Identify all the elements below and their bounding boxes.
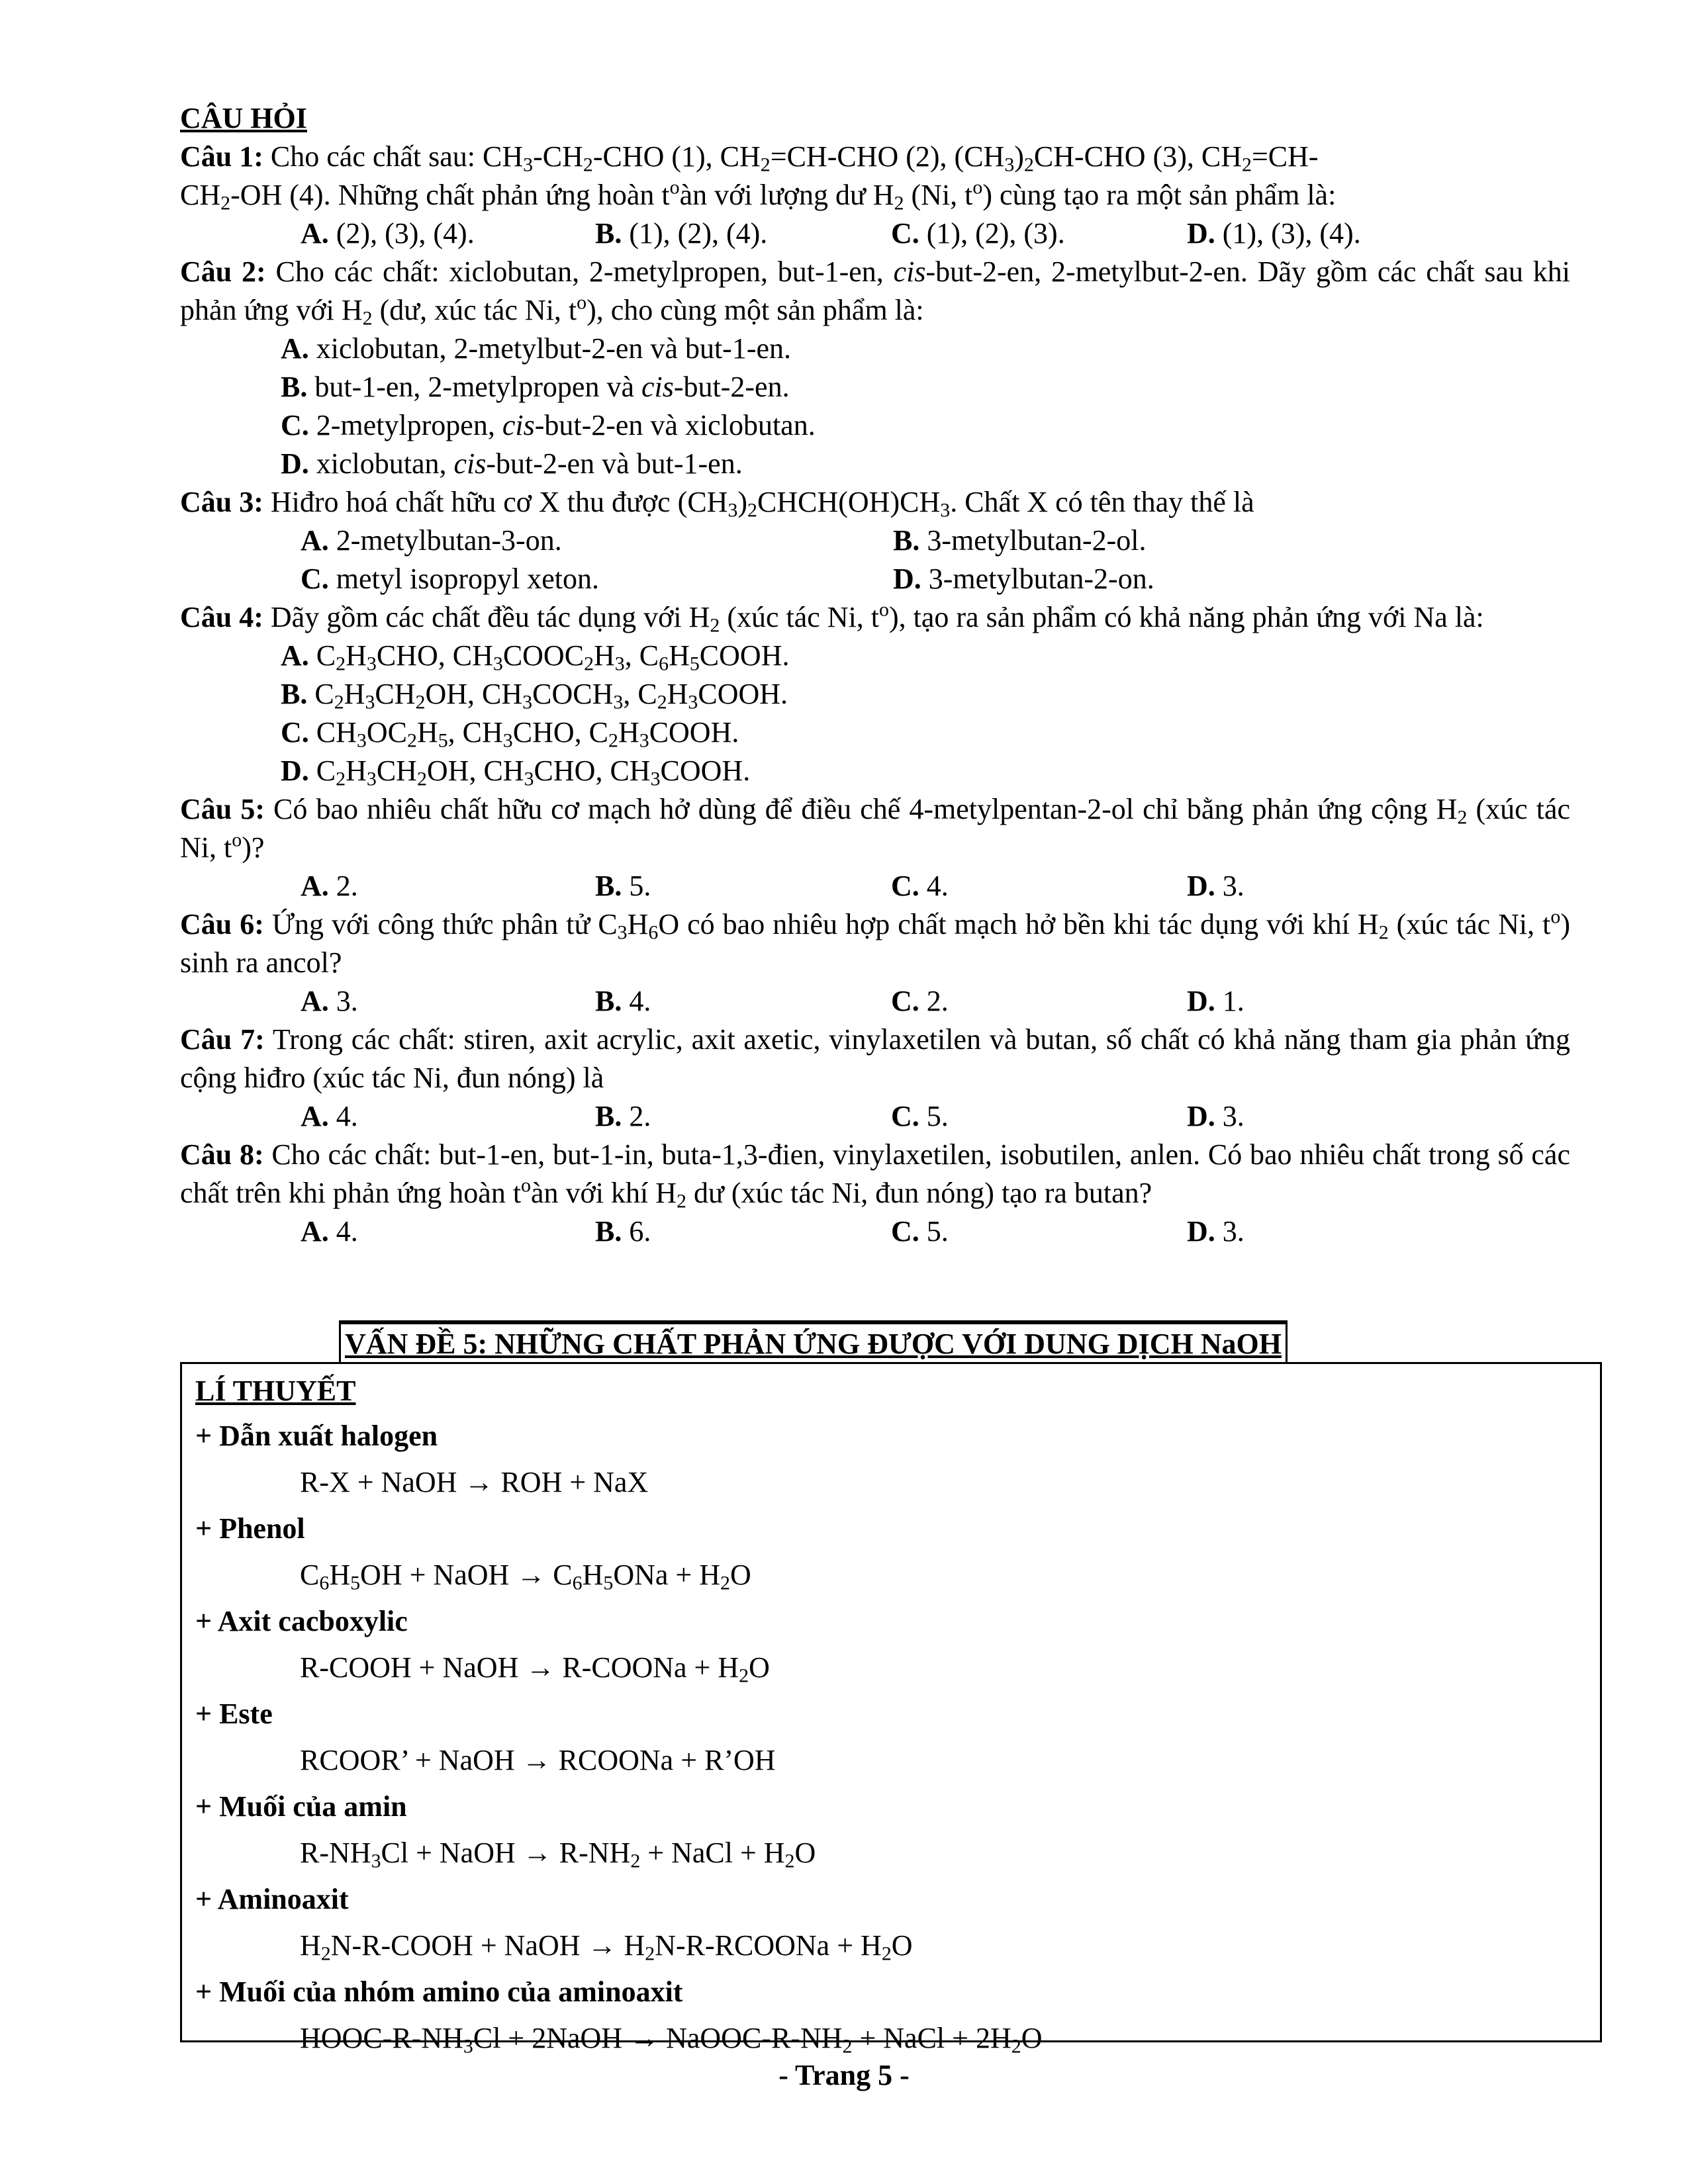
question-text: Cho các chất: xiclobutan, 2-metylpropen, but-1-en, cis-but-2-en, 2-metylbut-2-en. Dãy gồm các chất sau khi phản ứng với $H_2$ (dư, xúc tác Ni, $t^o$), cho cùng một sản phẩm là: bbox=[180, 255, 1570, 330]
theory-equation: HOOC-$R-NH_3Cl$ + 2NaOH → NaOOC-$R-NH_2$ + NaCl + $2H_2O$ bbox=[300, 2022, 1043, 2058]
option-b: B. 6. bbox=[595, 1215, 651, 1248]
option-b: B. $C_2H_3CH_2OH$, $CH_3COCH_3$, $C_2H_3COOH$. bbox=[281, 678, 788, 713]
theory-category: + Muối của amin bbox=[195, 1790, 407, 1823]
question-text: Cho các chất: but-1-en, but-1-in, buta-1,3-đien, vinylaxetilen, isobutilen, anlen. Có bao nhiêu chất trong số các chất trên khi phản ứng hoàn $t^oàn$ với khí $H_2$ dư (xúc tác Ni, đun nóng) tạo ra butan? bbox=[180, 1138, 1570, 1212]
question-1 bbox=[180, 138, 1570, 253]
theory-category: + Aminoaxit bbox=[195, 1883, 349, 1915]
section-title: VẤN ĐỀ 5: NHỮNG CHẤT PHẢN ỨNG ĐƯỢC VỚI DUNG DỊCH NaOH bbox=[339, 1322, 1288, 1363]
option-d: D. 3. bbox=[1187, 1215, 1244, 1248]
question-text: Trong các chất: stiren, axit acrylic, axit axetic, vinylaxetilen và butan, số chất có khả năng tham gia phản ứng cộng hiđro (xúc tác Ni, đun nóng) là bbox=[180, 1023, 1570, 1094]
option-d: D. 3-metylbutan-2-on. bbox=[893, 563, 1154, 595]
option-d: D. 1. bbox=[1187, 985, 1244, 1017]
option-c: C. metyl isopropyl xeton. bbox=[301, 563, 599, 595]
theory-box bbox=[180, 1362, 1602, 2058]
theory-category: + Muối của nhóm amino của aminoaxit bbox=[195, 1976, 683, 2008]
question-2 bbox=[180, 253, 1570, 483]
option-d: D. 3. bbox=[1187, 870, 1244, 902]
options bbox=[180, 1212, 1570, 1251]
option-c: C. 2. bbox=[891, 985, 949, 1017]
option-b: B. 4. bbox=[595, 985, 651, 1017]
question-label: Câu 7: bbox=[180, 1023, 265, 1056]
option-a: A. xiclobutan, 2-metylbut-2-en và but-1-en. bbox=[281, 332, 792, 365]
option-c: C. 2-metylpropen, cis-but-2-en và xiclobutan. bbox=[281, 409, 816, 441]
option-a: A. 2-metylbutan-3-on. bbox=[301, 524, 562, 557]
option-d: D. 3. bbox=[1187, 1100, 1244, 1132]
question-text: Ứng với công thức phân tử $C_3H_6O$ có bao nhiêu hợp chất mạch hở bền khi tác dụng với khí $H_2$ (xúc tác Ni, $t^o$) sinh ra ancol? bbox=[180, 905, 1570, 979]
option-b: B. (1), (2), (4). bbox=[595, 217, 768, 250]
question-label: Câu 6: bbox=[180, 908, 264, 940]
questions-section bbox=[180, 99, 1570, 1251]
theory-category: + Este bbox=[195, 1698, 273, 1730]
theory-equation: $C_6H_5OH$ + NaOH → $C_6H_5ONa + H_2O$ bbox=[300, 1559, 751, 1594]
option-b: B. 5. bbox=[595, 870, 651, 902]
page-footer: - Trang 5 - bbox=[778, 2059, 910, 2091]
question-label: Câu 8: bbox=[180, 1138, 264, 1171]
theory-equation: RCOOR’ + NaOH → RCOONa + R’OH bbox=[300, 1744, 776, 1776]
question-text: $CH_2-OH$ (4). Những chất phản ứng hoàn $t^oàn$ với lượng dư $H_2$ (Ni, $t^o$) cùng tạo ra một sản phẩm là: bbox=[180, 176, 1336, 214]
option-a: A. 2. bbox=[301, 870, 358, 902]
theory-equation: $H_2N-R$-COOH + NaOH → $H_2N-R$-RCOONa + $H_2O$ bbox=[300, 1929, 913, 1965]
theory-category: + Axit cacboxylic bbox=[195, 1605, 408, 1637]
option-a: A. (2), (3), (4). bbox=[301, 217, 475, 250]
options bbox=[180, 214, 1570, 253]
options bbox=[180, 982, 1570, 1021]
question-label: Câu 4: bbox=[180, 601, 263, 633]
option-d: D. (1), (3), (4). bbox=[1187, 217, 1361, 250]
option-a: A. 4. bbox=[301, 1215, 358, 1248]
question-6 bbox=[180, 905, 1570, 1021]
options bbox=[180, 522, 1570, 598]
question-text: Cho các chất sau: $CH_3-CH_2$-CHO (1), $CH_2=CH$-CHO (2), $(CH_3)_2CH$-CHO (3), $CH_2=CH-$ bbox=[263, 140, 1319, 176]
theory-equation: R-X + NaOH → ROH + NaX bbox=[300, 1466, 649, 1498]
option-b: B. 2. bbox=[595, 1100, 651, 1132]
theory-category: + Dẫn xuất halogen bbox=[195, 1420, 438, 1452]
question-text: Dãy gồm các chất đều tác dụng với $H_2$ (xúc tác Ni, $t^o$), tạo ra sản phẩm có khả năng phản ứng với Na là: bbox=[263, 598, 1484, 637]
option-c: C. (1), (2), (3). bbox=[891, 217, 1065, 250]
option-c: C. 4. bbox=[891, 870, 949, 902]
option-a: A. $C_2H_3CHO$, $CH_3COOC_2H_3$, $C_6H_5COOH$. bbox=[281, 639, 790, 675]
question-4 bbox=[180, 598, 1570, 790]
question-label: Câu 5: bbox=[180, 793, 265, 825]
option-b: B. 3-metylbutan-2-ol. bbox=[893, 524, 1147, 557]
section-title-wrap bbox=[339, 1322, 1431, 1363]
question-text: Hiđro hoá chất hữu cơ X thu được $(CH_3)_2CHCH(OH)CH_3$. Chất X có tên thay thế là bbox=[263, 486, 1254, 522]
theory-equation: R-COOH + NaOH → R-COONa + $H_2O$ bbox=[300, 1651, 770, 1687]
option-d: D. $C_2H_3CH_2OH$, $CH_3CHO$, $CH_3COOH$. bbox=[281, 754, 751, 790]
question-text: Có bao nhiêu chất hữu cơ mạch hở dùng để điều chế 4-metylpentan-2-ol chỉ bằng phản ứng cộng $H_2$ (xúc tác Ni, $t^o$)? bbox=[180, 793, 1570, 864]
option-c: C. $CH_3OC_2H_5$, $CH_3CHO$, $C_2H_3COOH$. bbox=[281, 716, 739, 752]
option-b: B. but-1-en, 2-metylpropen và cis-but-2-en. bbox=[281, 371, 790, 403]
theory-category: + Phenol bbox=[195, 1512, 305, 1545]
question-3 bbox=[180, 483, 1570, 598]
options bbox=[180, 1097, 1570, 1136]
option-a: A. 4. bbox=[301, 1100, 358, 1132]
option-c: C. 5. bbox=[891, 1215, 949, 1248]
options bbox=[180, 867, 1570, 905]
question-5 bbox=[180, 790, 1570, 905]
option-a: A. 3. bbox=[301, 985, 358, 1017]
theory-equation: $R-NH_3Cl$ + NaOH → $R-NH_2$ + NaCl + $H_2O$ bbox=[300, 1837, 816, 1872]
section-heading: CÂU HỎI bbox=[180, 102, 307, 134]
option-c: C. 5. bbox=[891, 1100, 949, 1132]
question-7 bbox=[180, 1021, 1570, 1136]
option-d: D. xiclobutan, cis-but-2-en và but-1-en. bbox=[281, 447, 743, 480]
question-label: Câu 3: bbox=[180, 486, 263, 518]
question-label: Câu 1: bbox=[180, 140, 263, 173]
question-label: Câu 2: bbox=[180, 255, 266, 288]
question-8 bbox=[180, 1136, 1570, 1251]
theory-title: LÍ THUYẾT bbox=[195, 1375, 356, 1407]
